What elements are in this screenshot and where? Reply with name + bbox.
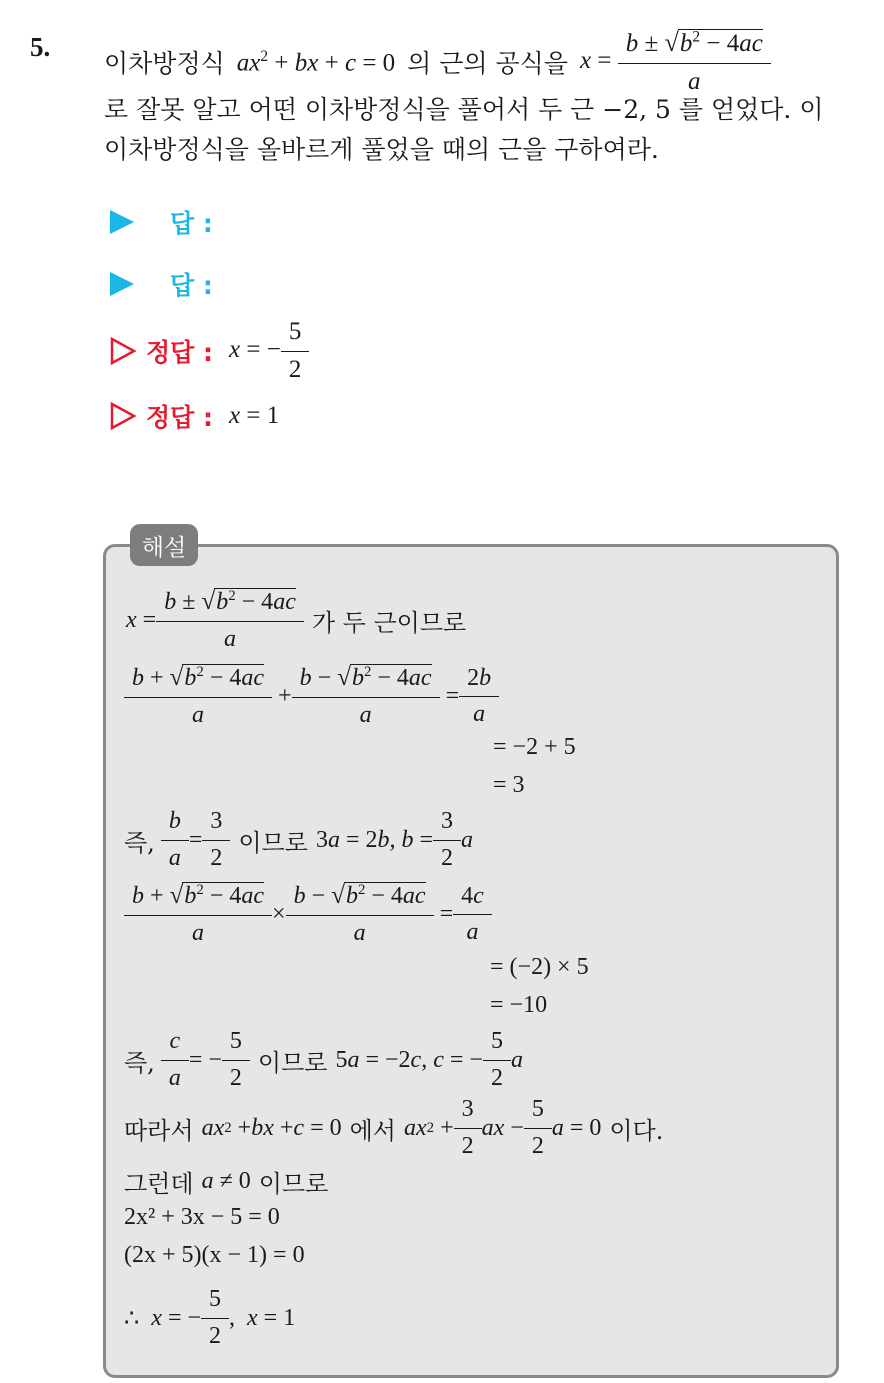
quadratic-eq: $ax^2$ + bx + c = 0: [236, 47, 396, 76]
sol-sum-r2: = 3: [493, 772, 525, 798]
problem-text-mid: 의 근의 공식을: [407, 49, 568, 79]
problem-text: 이차방정식: [104, 49, 225, 79]
sol-factored: (2x + 5)(x − 1) = 0: [124, 1242, 305, 1268]
sol-prod-r2: = −10: [490, 992, 548, 1018]
problem-line-3: 이차방정식을 올바르게 풀었을 때의 근을 구하여라.: [104, 135, 659, 164]
sol-prod-eq: $\frac{b + √b^2 - 4ac}{a}$ × $\frac{b - √b^2 - 4ac}{a}$ = $\frac{4c}{a}$: [124, 882, 492, 948]
sol-nonzero-line: 그런데 a ≠ 0 이므로: [124, 1168, 329, 1198]
sol-final: ∴ x = − $\frac{5}{2}$ , x = 1: [124, 1286, 296, 1349]
correct-answer-1: [110, 318, 309, 385]
solution-tag: 해설: [130, 524, 198, 566]
play-triangle-icon: [110, 272, 134, 296]
sol-line-1: x = $\frac{b \pm √b^2 - 4ac}{a}$ 가 두 근이므로: [126, 588, 467, 652]
answer-blank-1: [110, 204, 213, 240]
sol-prod-r1: = (−2) × 5: [490, 954, 589, 980]
answer-blank-2: [110, 266, 213, 302]
problem-line-1: [104, 28, 771, 97]
answer-label: 답 :: [170, 209, 213, 238]
correct-value-1: x = − $\frac{5}{2}$: [229, 318, 309, 385]
correct-label: 정답 :: [146, 338, 214, 368]
outline-triangle-icon: [110, 337, 136, 365]
answer-label: 답 :: [170, 271, 213, 300]
correct-answer-2: [110, 398, 279, 434]
sol-text: 가 두 근이므로: [311, 609, 467, 638]
sol-sum-r1: = −2 + 5: [493, 734, 576, 760]
sol-ratio-line: 즉, $\frac{b}{a}$ = $\frac{3}{2}$ 이므로 3 a = 2 b , b = $\frac{3}{2}$ a: [124, 808, 474, 871]
sol-quadratic: 2x² + 3x − 5 = 0: [124, 1204, 280, 1230]
correct-label: 정답 :: [146, 403, 214, 432]
play-triangle-icon: [110, 210, 134, 234]
sol-therefore-line: 따라서 ax 2 + bx + c = 0 에서 ax 2 + $\frac{3}{2}$ ax − $\frac{5}{2}$ a = 0 이다.: [124, 1096, 664, 1159]
outline-triangle-icon: [110, 402, 136, 430]
sol-c-line: 즉, $\frac{c}{a}$ = − $\frac{5}{2}$ 이므로 5 a = −2 c , c = − $\frac{5}{2}$ a: [124, 1028, 523, 1091]
correct-value-2: x = 1: [229, 402, 280, 429]
problem-number: 5.: [30, 32, 51, 62]
sol-sum-eq: $\frac{b + √b^2 - 4ac}{a}$ + $\frac{b - √b^2 - 4ac}{a}$ = $\frac{2b}{a}$: [124, 664, 499, 730]
problem-line-2: 로 잘못 알고 어떤 이차방정식을 풀어서 두 근 −2, 5 를 얻었다. 이: [104, 95, 824, 124]
wrong-formula: x = $\frac{b \pm √b^2 - 4ac}{a}$: [580, 28, 771, 97]
